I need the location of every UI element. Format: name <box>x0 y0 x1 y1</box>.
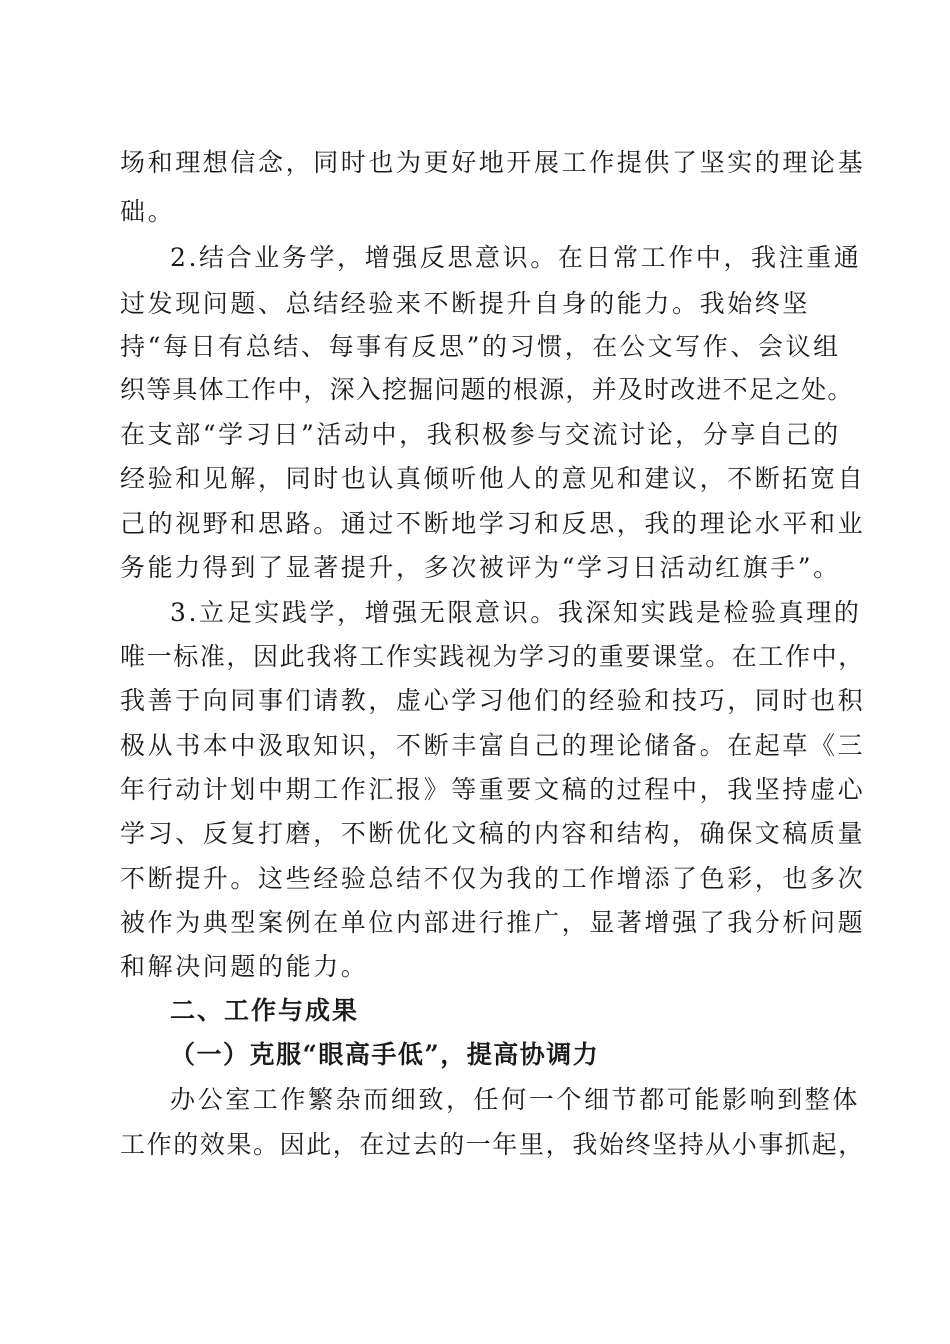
text-line: 和解决问题的能力。 <box>120 952 369 981</box>
section-heading: 二、工作与成果 <box>170 996 360 1025</box>
text-line: 3.立足实践学，增强无限意识。我深知实践是检验真理的 <box>170 598 862 627</box>
subsection-heading: （一）克服“眼高手低”，提高协调力 <box>170 1040 600 1069</box>
text-line: 工作的效果。因此，在过去的一年里，我始终坚持从小事抓起， <box>120 1130 865 1159</box>
text-line: 年行动计划中期工作汇报》等重要文稿的过程中，我坚持虚心 <box>120 775 866 804</box>
text-line: 我善于向同事们请教，虚心学习他们的经验和技巧，同时也积 <box>120 686 866 715</box>
text-line: 在支部“学习日”活动中，我积极参与交流讨论，分享自己的 <box>120 420 841 449</box>
text-line: 务能力得到了显著提升，多次被评为“学习日活动红旗手”。 <box>120 553 841 582</box>
text-line: 不断提升。这些经验总结不仅为我的工作增添了色彩，也多次 <box>120 864 866 893</box>
text-line: 被作为典型案例在单位内部进行推广，显著增强了我分析问题 <box>120 908 866 937</box>
text-line: 办公室工作繁杂而细致，任何一个细节都可能影响到整体 <box>170 1085 861 1114</box>
text-line: 极从书本中汲取知识，不断丰富自己的理论储备。在起草《三 <box>120 731 866 760</box>
text-line: 织等具体工作中，深入挖掘问题的根源，并及时改进不足之处。 <box>120 375 854 404</box>
text-line: 过发现问题、总结经验来不断提升自身的能力。我始终坚 <box>120 289 811 318</box>
text-line: 经验和见解，同时也认真倾听他人的意见和建议，不断拓宽自 <box>120 464 866 493</box>
text-line: 础。 <box>120 197 176 226</box>
text-line: 唯一标准，因此我将工作实践视为学习的重要课堂。在工作中， <box>120 642 865 671</box>
text-line: 场和理想信念，同时也为更好地开展工作提供了坚实的理论基 <box>120 148 866 177</box>
text-line: 己的视野和思路。通过不断地学习和反思，我的理论水平和业 <box>120 509 866 538</box>
text-line: 持“每日有总结、每事有反思”的习惯，在公文写作、会议组 <box>120 332 841 361</box>
text-line: 学习、反复打磨，不断优化文稿的内容和结构，确保文稿质量 <box>120 819 866 848</box>
text-line: 2.结合业务学，增强反思意识。在日常工作中，我注重通 <box>170 243 862 272</box>
